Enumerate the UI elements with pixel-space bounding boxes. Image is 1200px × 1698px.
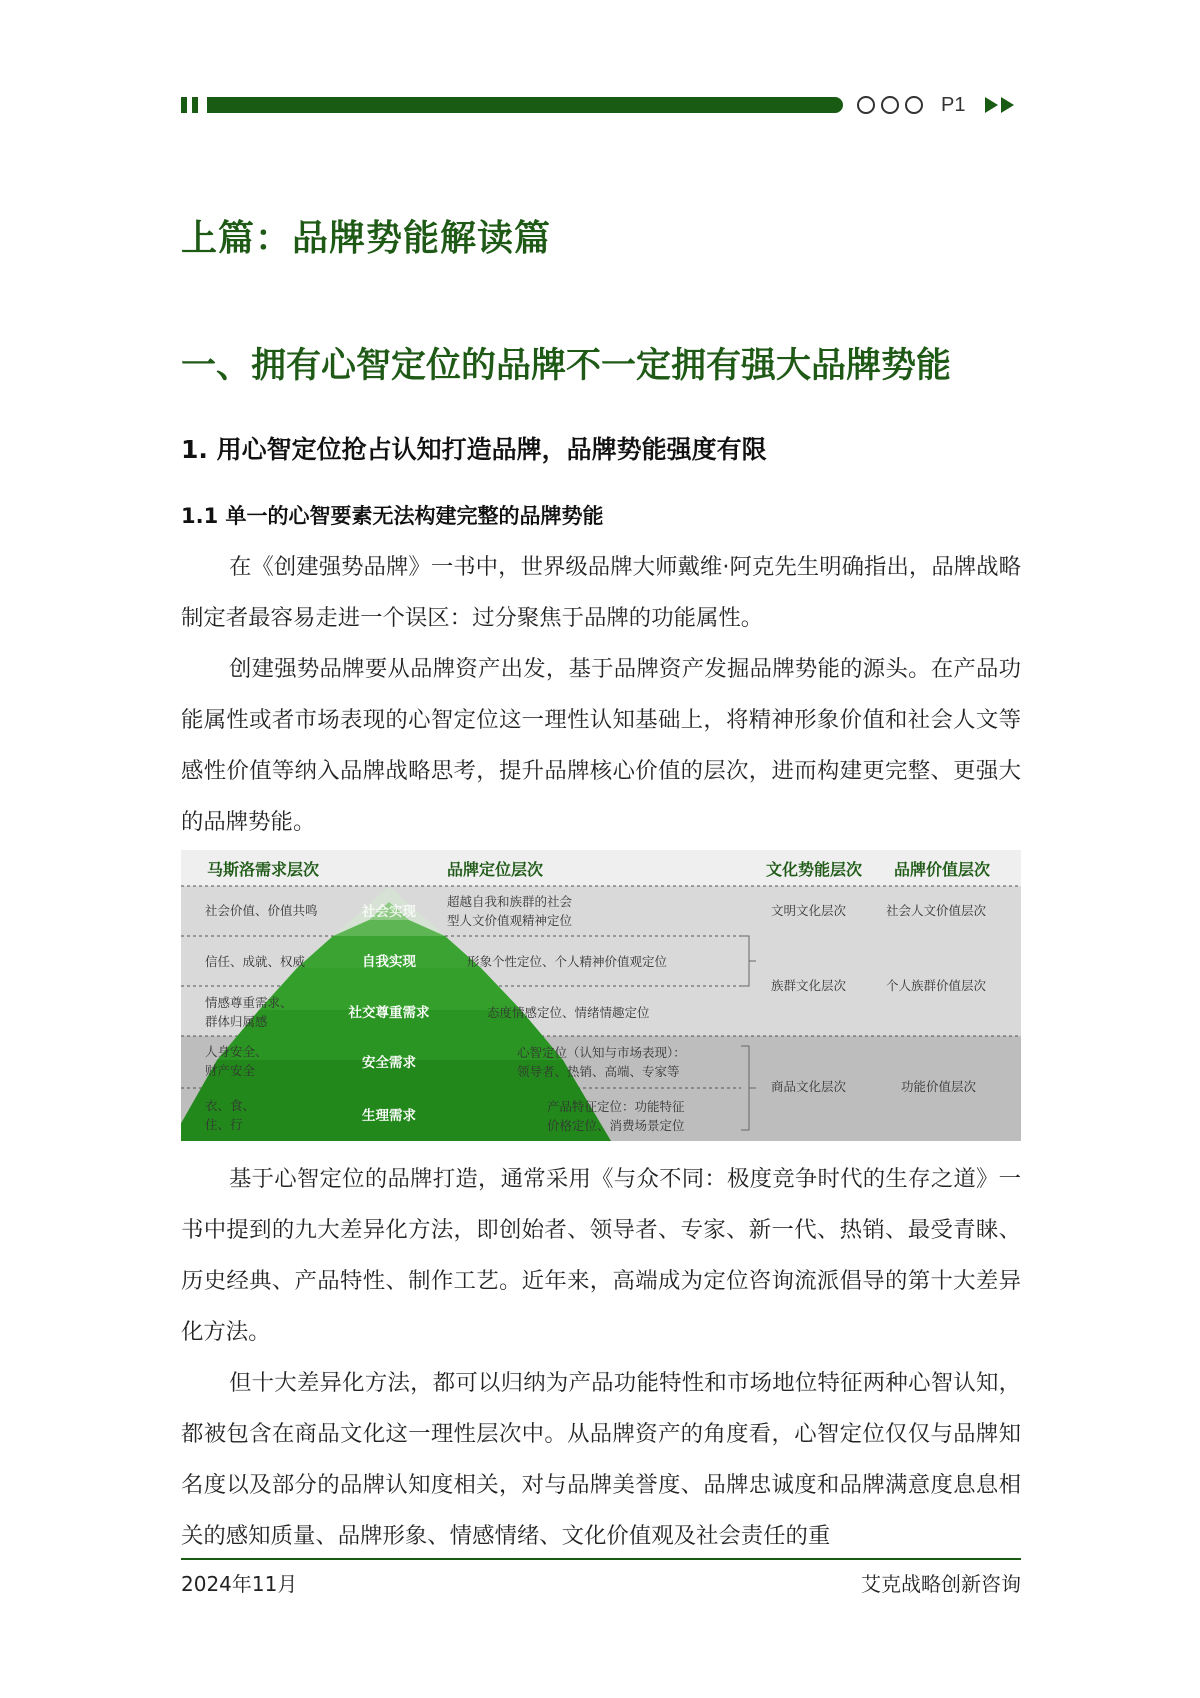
part-title: 上篇：品牌势能解读篇 <box>181 218 552 259</box>
positioning-text: 领导者、热销、高端、专家等 <box>517 1064 680 1079</box>
paragraph: 但十大差异化方法，都可以归纳为产品功能特性和市场地位特征两种心智认知，都被包含在商品文化这一理性层次中。从品牌资产的角度看，心智定位仅仅与品牌知名度以及部分的品牌认知度相关，对与品牌美誉度、品牌忠诚度和品牌满意度息息相关的感知质量、品牌形象、情感情绪、文化价值观及社会责任的重 <box>181 1370 1021 1549</box>
subsubsection-title: 1.1 单一的心智要素无法构建完整的品牌势能 <box>181 504 604 528</box>
positioning-text: 超越自我和族群的社会 <box>447 894 573 909</box>
footer-org: 艾克战略创新咨询 <box>861 1572 1021 1596</box>
header-rule <box>207 97 843 113</box>
pyramid-level: 安全需求 <box>362 1055 416 1071</box>
pyramid-level: 生理需求 <box>362 1108 416 1124</box>
subsection-title: 1. 用心智定位抢占认知打造品牌，品牌势能强度有限 <box>181 435 767 464</box>
next-arrow-icon <box>1001 97 1014 113</box>
circle-icon <box>881 96 899 114</box>
section-title: 一、拥有心智定位的品牌不一定拥有强大品牌势能 <box>181 346 952 386</box>
value-level: 个人族群价值层次 <box>886 978 987 993</box>
circle-icon <box>905 96 923 114</box>
diagram-header-culture: 文化势能层次 <box>766 860 863 879</box>
diagram-header-maslow: 马斯洛需求层次 <box>207 860 320 879</box>
circle-icon <box>857 96 875 114</box>
positioning-text: 形象个性定位、个人精神价值观定位 <box>467 954 668 969</box>
paragraph: 创建强势品牌要从品牌资产出发，基于品牌资产发掘品牌势能的源头。在产品功能属性或者市场表现的心智定位这一理性认知基础上，将精神形象价值和社会人文等感性价值等纳入品牌战略思考，提升品牌核心价值的层次，进而构建更完整、更强大的品牌势能。 <box>181 656 1021 835</box>
footer-rule <box>181 1558 1021 1560</box>
pyramid-level: 自我实现 <box>362 954 416 970</box>
pyramid-level: 社会实现 <box>362 904 416 920</box>
maslow-need: 群体归属感 <box>205 1014 268 1029</box>
value-level: 社会人文价值层次 <box>886 903 987 918</box>
header-tick <box>192 97 198 113</box>
positioning-text: 价格定位、消费场景定位 <box>547 1118 685 1133</box>
page-number: P1 <box>941 94 966 116</box>
positioning-text: 型人文价值观精神定位 <box>447 913 573 928</box>
value-level: 功能价值层次 <box>901 1079 977 1094</box>
positioning-text: 产品特征定位：功能特征 <box>547 1099 685 1114</box>
maslow-need: 衣、食、 <box>205 1098 256 1113</box>
maslow-need: 情感尊重需求、 <box>205 995 293 1010</box>
maslow-need: 住、行 <box>205 1117 243 1132</box>
maslow-need: 信任、成就、权威 <box>205 954 306 969</box>
footer-date: 2024年11月 <box>181 1572 298 1596</box>
maslow-need: 人身安全、 <box>205 1044 268 1059</box>
header-bar <box>181 94 1026 116</box>
paragraph: 基于心智定位的品牌打造，通常采用《与众不同：极度竞争时代的生存之道》一书中提到的九大差异化方法，即创始者、领导者、专家、新一代、热销、最受青睐、历史经典、产品特性、制作工艺。近年来，高端成为定位咨询流派倡导的第十大差异化方法。 <box>181 1166 1021 1345</box>
next-arrow-icon <box>985 97 998 113</box>
header-tick <box>181 97 187 113</box>
diagram-header-positioning: 品牌定位层次 <box>447 860 544 879</box>
brand-hierarchy-diagram <box>181 850 1021 1141</box>
culture-level: 商品文化层次 <box>771 1079 847 1094</box>
paragraph: 在《创建强势品牌》一书中，世界级品牌大师戴维·阿克先生明确指出，品牌战略制定者最容易走进一个误区：过分聚焦于品牌的功能属性。 <box>181 554 1021 631</box>
maslow-need: 财产安全 <box>205 1063 256 1078</box>
positioning-text: 态度情感定位、情绪情趣定位 <box>487 1005 650 1020</box>
diagram-header-value: 品牌价值层次 <box>894 860 991 879</box>
culture-level: 族群文化层次 <box>771 978 847 993</box>
culture-level: 文明文化层次 <box>771 903 847 918</box>
pyramid-level: 社交尊重需求 <box>348 1005 430 1021</box>
maslow-need: 社会价值、价值共鸣 <box>205 903 318 918</box>
positioning-text: 心智定位（认知与市场表现）： <box>517 1045 686 1060</box>
